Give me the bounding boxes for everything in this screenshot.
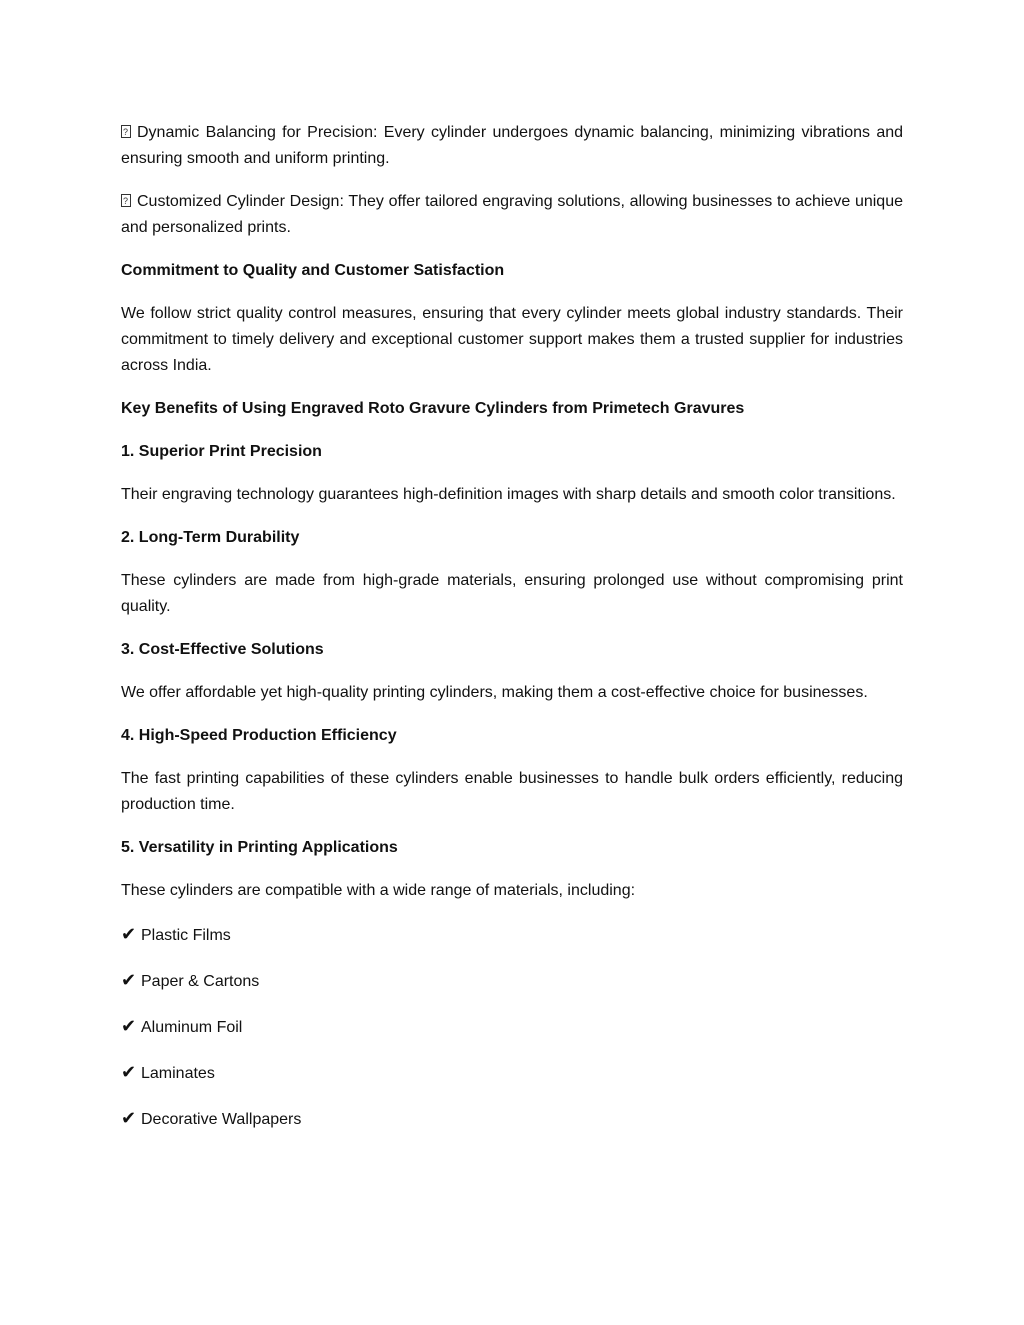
benefit-title-5: 5. Versatility in Printing Applications [121,839,398,856]
list-item [121,1105,903,1133]
list-item [121,1013,903,1041]
benefit-title-2: 2. Long-Term Durability [121,529,300,546]
benefit-body-5: These cylinders are compatible with a wide range of materials, including: [121,882,636,899]
benefit-body-3: We offer affordable yet high-quality printing cylinders, making them a cost-effective choice for businesses. [121,684,868,701]
bullet-customized-design [121,189,903,241]
list-item [121,921,903,949]
bullet-text: Customized Cylinder Design: [137,193,344,210]
benefit-title-1: 1. Superior Print Precision [121,443,322,460]
benefit-title-4: 4. High-Speed Production Efficiency [121,727,397,744]
list-item [121,1059,903,1087]
quality-heading: Commitment to Quality and Customer Satisfaction [121,262,505,279]
benefit-body-4: The fast printing capabilities of these cylinders enable businesses to handle bulk orders efficiently, reducing production time. [121,770,903,813]
quality-paragraph: We follow strict quality control measures, ensuring that every cylinder meets global industry standards. Their commitment to timely delivery and exceptional customer support makes them a trusted supplier for industries across India. [121,305,903,374]
bullet-dynamic-balancing [121,120,903,172]
benefit-body-1: Their engraving technology guarantees high-definition images with sharp details and smooth color transitions. [121,486,896,503]
list-item [121,967,903,995]
material-label: Laminates [141,1065,215,1082]
material-label: Plastic Films [141,927,231,944]
benefit-body-2: These cylinders are made from high-grade materials, ensuring prolonged use without compromising print quality. [121,572,903,615]
benefits-heading: Key Benefits of Using Engraved Roto Gravure Cylinders from Primetech Gravures [121,400,745,417]
missing-glyph-icon [121,194,131,207]
benefit-title-3: 3. Cost-Effective Solutions [121,641,324,658]
document-page [121,120,903,1151]
bullet-text: Dynamic Balancing for Precision: [137,124,378,141]
check-mark-icon: ✔ [121,1108,137,1128]
bullet-text: Every cylinder undergoes dynamic balancing, minimizing vibrations and ensuring smooth and uniform printing. [121,124,904,167]
missing-glyph-icon [121,125,131,138]
check-mark-icon: ✔ [121,1062,137,1082]
material-label: Paper & Cartons [141,973,260,990]
check-mark-icon: ✔ [121,1016,137,1036]
check-mark-icon: ✔ [121,924,137,944]
bullet-text: They offer tailored engraving solutions, allowing businesses to achieve unique and personalized prints. [121,193,904,236]
material-label: Decorative Wallpapers [141,1111,302,1128]
material-label: Aluminum Foil [141,1019,243,1036]
check-mark-icon: ✔ [121,970,137,990]
